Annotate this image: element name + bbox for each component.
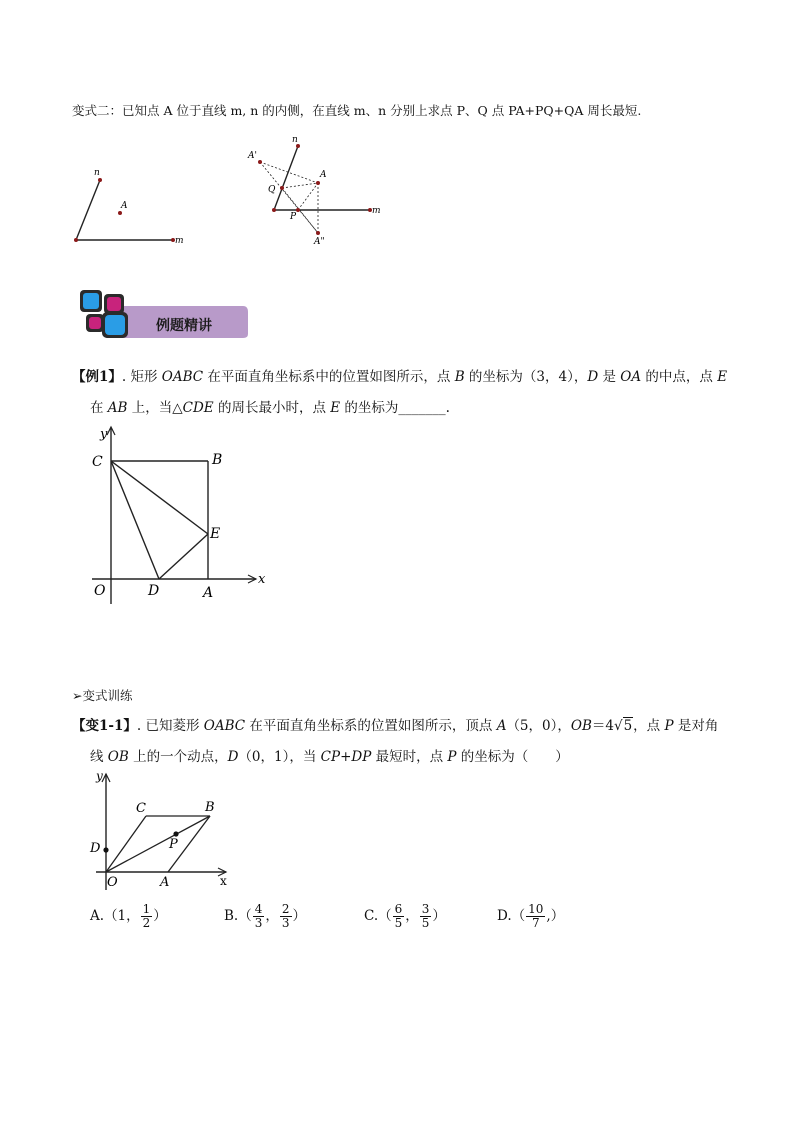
svg-text:P: P (169, 837, 178, 852)
label-n: n (94, 168, 100, 178)
svg-text:A: A (203, 585, 214, 601)
label-m: m (175, 236, 184, 246)
label-Q: Q (268, 185, 276, 195)
option-D[interactable]: D.（ $\frac{10}{7}$ ,） (497, 902, 565, 930)
variant1-1-line1: 【变1-1】. 已知菱形 OABC 在平面直角坐标系的位置如图所示，顶点 A（5，0），OB＝4√5，点 P 是对角 (72, 718, 719, 734)
option-B[interactable]: B.（ $\frac{4}{3}$ ， $\frac{2}{3}$ ） (224, 902, 306, 930)
figure-reflection (240, 132, 390, 250)
svg-text:E: E (210, 526, 221, 542)
svg-text:B: B (212, 452, 223, 468)
option-A[interactable]: A.（1， $\frac{1}{2}$ ） (90, 902, 167, 930)
svg-text:x: x (258, 572, 266, 587)
banner-title: 例题精讲 (156, 318, 212, 334)
section-banner (78, 288, 248, 340)
label-A2: A" (314, 237, 325, 247)
point-A (118, 211, 122, 215)
label-A: A (320, 170, 327, 180)
figure-rectangle-OABC (88, 422, 278, 607)
svg-text:O: O (94, 583, 106, 599)
svg-text:B: B (205, 800, 215, 815)
point-Q (280, 186, 284, 190)
label-P: P (290, 212, 297, 222)
practice-section-heading: ➢变式训练 (72, 688, 133, 703)
arrow-icon: ➢ (72, 688, 83, 703)
point-D (103, 847, 108, 852)
example-tag: 【例1】 (72, 369, 122, 385)
example1-line2: 在 AB 上，当△CDE 的周长最小时，点 E 的坐标为_______. (90, 400, 450, 416)
label-n: n (292, 135, 298, 145)
svg-text:x: x (220, 874, 227, 888)
point-P (173, 831, 178, 836)
line-n (76, 180, 100, 240)
svg-text:A: A (160, 875, 170, 890)
svg-text:C: C (136, 801, 146, 816)
option-C[interactable]: C.（ $\frac{6}{5}$ ， $\frac{3}{5}$ ） (364, 902, 446, 930)
variant2-text: 变式二：已知点 A 位于直线 m, n 的内侧，在直线 m、n 分别上求点 P、Q 点 PA+PQ+QA 周长最短. (72, 103, 642, 118)
svg-text:y: y (96, 769, 103, 783)
variant1-1-line2: 线 OB 上的一个动点，D（0，1），当 CP+DP 最短时，点 P 的坐标为（ ） (90, 749, 569, 765)
label-m: m (372, 206, 381, 216)
label-A1: A' (248, 151, 257, 161)
svg-text:O: O (107, 875, 118, 890)
point-A1 (258, 160, 262, 164)
svg-text:y: y (100, 427, 108, 442)
figure-rhombus-OABC (86, 768, 236, 893)
point-A2 (316, 231, 320, 235)
vertex-point (74, 238, 78, 242)
blue-square-icon (83, 293, 99, 309)
example1-line1: 【例1】. 矩形 OABC 在平面直角坐标系中的位置如图所示，点 B 的坐标为（3，4），D 是 OA 的中点，点 E (72, 369, 728, 385)
svg-text:D: D (148, 583, 160, 599)
point-A (316, 181, 320, 185)
point-P (296, 208, 300, 212)
point-n (98, 178, 102, 182)
label-A: A (121, 201, 128, 211)
svg-text:D: D (90, 841, 101, 856)
pink-square-icon (107, 297, 121, 311)
figure-angle-mn (60, 160, 200, 255)
svg-text:C: C (92, 454, 103, 470)
line-n (274, 146, 298, 210)
